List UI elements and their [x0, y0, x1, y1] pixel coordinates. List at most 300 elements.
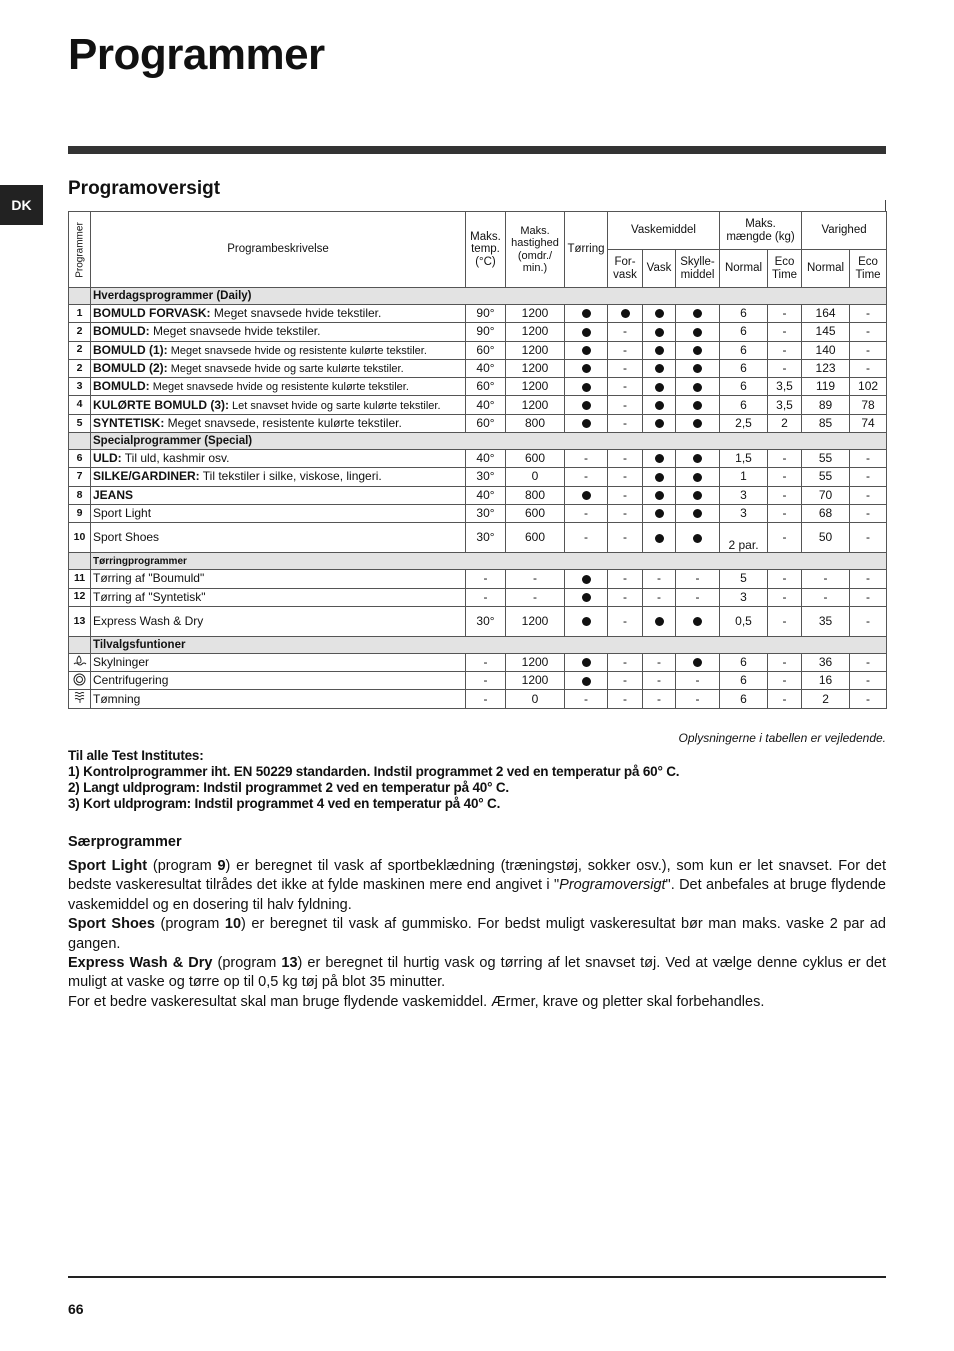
sport-light-paragraph: Sport Light (program 9) er beregnet til vask af sportbeklædning (træningstøj, sokker osv.), som kun er let snavset. For det bedste vaskeresultat tilrådes det ikke at fylde maskinen mere end angivet i "Programoversigt". Det anbefales at bruge flydende vaskemiddel og en dosering til halv fyldning.	[68, 858, 886, 913]
duration-eco: -	[850, 305, 887, 323]
rinse-aid	[676, 606, 720, 636]
table-row	[69, 323, 887, 341]
prewash: -	[608, 323, 643, 341]
filled-dot-icon	[655, 346, 664, 355]
drying	[565, 323, 608, 341]
duration-eco: 74	[850, 414, 887, 432]
table-note: Oplysningerne i tabellen er vejledende.	[678, 731, 886, 745]
drying: -	[565, 450, 608, 468]
rinse-aid	[676, 653, 720, 671]
duration-eco: -	[850, 468, 887, 486]
page-number: 66	[68, 1301, 84, 1317]
wash	[643, 504, 676, 522]
table-row	[69, 523, 887, 553]
duration-eco: -	[850, 690, 887, 708]
test-institutes-block	[68, 748, 679, 812]
table-row	[69, 359, 887, 377]
filled-dot-icon	[582, 364, 591, 373]
filled-dot-icon	[693, 454, 702, 463]
language-tab: DK	[0, 185, 43, 225]
drying	[565, 570, 608, 588]
wash: -	[643, 570, 676, 588]
express-paragraph: Express Wash & Dry (program 13) er beregnet til hurtig vask og tørring af let snavset tøj. Ved at vælge denne cyklus er det muligt at vaske og tørre op til 0,5 kg tøj på blot 35 minutter.	[68, 955, 886, 991]
filled-dot-icon	[655, 309, 664, 318]
load-eco: -	[768, 504, 802, 522]
group-row	[69, 433, 887, 450]
duration-normal: 145	[802, 323, 850, 341]
filled-dot-icon	[693, 309, 702, 318]
rinse-aid: -	[676, 570, 720, 588]
program-number: 4	[69, 396, 91, 414]
wash	[643, 486, 676, 504]
load-eco: -	[768, 570, 802, 588]
program-number: 12	[69, 588, 91, 606]
duration-eco: 78	[850, 396, 887, 414]
load-eco: 3,5	[768, 396, 802, 414]
max-temp: 60°	[466, 414, 506, 432]
max-speed: 800	[506, 414, 565, 432]
duration-normal: 70	[802, 486, 850, 504]
wash	[643, 414, 676, 432]
program-number: 2	[69, 323, 91, 341]
program-number: 13	[69, 606, 91, 636]
wash	[643, 468, 676, 486]
duration-eco: -	[850, 504, 887, 522]
max-speed: -	[506, 588, 565, 606]
duration-eco: -	[850, 588, 887, 606]
max-speed: 0	[506, 468, 565, 486]
header-rinse: Skylle- middel	[676, 250, 720, 288]
drying	[565, 378, 608, 396]
load-eco: 3,5	[768, 378, 802, 396]
duration-normal: 55	[802, 450, 850, 468]
duration-normal: 35	[802, 606, 850, 636]
max-temp: 90°	[466, 323, 506, 341]
table-row	[69, 570, 887, 588]
program-number: 6	[69, 450, 91, 468]
group-label: Specialprogrammer (Special)	[91, 433, 887, 450]
filled-dot-icon	[655, 617, 664, 626]
program-description: JEANS	[91, 486, 466, 504]
rinse-aid: -	[676, 690, 720, 708]
special-programs-body	[68, 857, 886, 1012]
filled-dot-icon	[693, 419, 702, 428]
filled-dot-icon	[621, 309, 630, 318]
program-number: 7	[69, 468, 91, 486]
filled-dot-icon	[582, 328, 591, 337]
table-row	[69, 396, 887, 414]
max-temp: 60°	[466, 378, 506, 396]
load-normal: 6	[720, 672, 768, 690]
table-row	[69, 672, 887, 690]
duration-normal: 119	[802, 378, 850, 396]
filled-dot-icon	[693, 534, 702, 543]
final-paragraph: For et bedre vaskeresultat skal man bruge flydende vaskemiddel. Ærmer, krave og pletter skal forbehandles.	[68, 993, 765, 1010]
program-number: 5	[69, 414, 91, 432]
program-number: 9	[69, 504, 91, 522]
sport-shoes-paragraph: Sport Shoes (program 10) er beregnet til vask af gummisko. For bedst muligt vaskeresultat bør man maks. vaske 2 par ad gangen.	[68, 916, 886, 952]
header-max-load: Maks. mængde (kg)	[720, 212, 802, 250]
load-eco: -	[768, 305, 802, 323]
group-spacer	[69, 553, 91, 570]
max-temp: 30°	[466, 468, 506, 486]
duration-normal: 68	[802, 504, 850, 522]
load-normal: 5	[720, 570, 768, 588]
max-speed: 1200	[506, 653, 565, 671]
filled-dot-icon	[693, 473, 702, 482]
wash: -	[643, 690, 676, 708]
program-description: Tømning	[91, 690, 466, 708]
prewash: -	[608, 450, 643, 468]
table-row	[69, 468, 887, 486]
wash: -	[643, 588, 676, 606]
filled-dot-icon	[582, 491, 591, 500]
program-description: SYNTETISK: Meget snavsede, resistente kulørte tekstiler.	[91, 414, 466, 432]
drying	[565, 486, 608, 504]
filled-dot-icon	[693, 383, 702, 392]
test-institutes-line: 1) Kontrolprogrammer iht. EN 50229 standarden. Indstil programmet 2 ved en temperatur på 60° C.	[68, 764, 680, 779]
spin-icon	[69, 672, 91, 690]
load-normal: 6	[720, 323, 768, 341]
filled-dot-icon	[582, 309, 591, 318]
load-normal: 3	[720, 486, 768, 504]
rinse-aid	[676, 486, 720, 504]
max-speed: 0	[506, 690, 565, 708]
load-eco: -	[768, 450, 802, 468]
max-speed: 600	[506, 523, 565, 553]
max-temp: 90°	[466, 305, 506, 323]
drying: -	[565, 690, 608, 708]
program-number: 2	[69, 341, 91, 359]
drying: -	[565, 523, 608, 553]
wash: -	[643, 653, 676, 671]
drying	[565, 396, 608, 414]
table-row	[69, 486, 887, 504]
max-speed: -	[506, 570, 565, 588]
rinse-aid	[676, 378, 720, 396]
table-row	[69, 305, 887, 323]
program-number: 3	[69, 378, 91, 396]
rinse-aid: -	[676, 588, 720, 606]
group-label: Tørringprogrammer	[91, 553, 887, 570]
load-eco: -	[768, 672, 802, 690]
filled-dot-icon	[582, 346, 591, 355]
wash	[643, 396, 676, 414]
duration-normal: 123	[802, 359, 850, 377]
duration-eco: -	[850, 606, 887, 636]
header-description: Programbeskrivelse	[91, 212, 466, 288]
drying	[565, 341, 608, 359]
drying	[565, 606, 608, 636]
wash	[643, 523, 676, 553]
program-description: ULD: Til uld, kashmir osv.	[91, 450, 466, 468]
program-table	[68, 211, 887, 709]
program-description: BOMULD: Meget snavsede hvide tekstiler.	[91, 323, 466, 341]
wash	[643, 450, 676, 468]
footer-rule	[68, 1276, 886, 1278]
program-description: Express Wash & Dry	[91, 606, 466, 636]
prewash: -	[608, 523, 643, 553]
program-description: Sport Light	[91, 504, 466, 522]
duration-normal: 55	[802, 468, 850, 486]
duration-normal: -	[802, 570, 850, 588]
load-normal: 1	[720, 468, 768, 486]
max-speed: 1200	[506, 359, 565, 377]
group-row	[69, 288, 887, 305]
prewash: -	[608, 378, 643, 396]
rinse-aid: -	[676, 672, 720, 690]
duration-normal: 16	[802, 672, 850, 690]
max-speed: 1200	[506, 341, 565, 359]
test-institutes-line: 2) Langt uldprogram: Indstil programmet 2 ved en temperatur på 40° C.	[68, 780, 509, 795]
max-temp: 40°	[466, 486, 506, 504]
drying: -	[565, 468, 608, 486]
group-spacer	[69, 433, 91, 450]
rinse-aid	[676, 396, 720, 414]
filled-dot-icon	[655, 364, 664, 373]
max-temp: 30°	[466, 523, 506, 553]
load-normal: 6	[720, 690, 768, 708]
filled-dot-icon	[655, 509, 664, 518]
drain-icon	[69, 690, 91, 708]
max-temp: 30°	[466, 504, 506, 522]
duration-eco: -	[850, 570, 887, 588]
table-row	[69, 378, 887, 396]
load-eco: -	[768, 588, 802, 606]
max-temp: 60°	[466, 341, 506, 359]
prewash: -	[608, 570, 643, 588]
filled-dot-icon	[655, 534, 664, 543]
wash: -	[643, 672, 676, 690]
header-temp: Maks. temp. (°C)	[466, 212, 506, 288]
load-eco: -	[768, 523, 802, 553]
prewash: -	[608, 486, 643, 504]
prewash	[608, 305, 643, 323]
prewash: -	[608, 606, 643, 636]
program-description: Skylninger	[91, 653, 466, 671]
prewash: -	[608, 468, 643, 486]
header-duration-eco: Eco Time	[850, 250, 887, 288]
table-row	[69, 414, 887, 432]
prewash: -	[608, 396, 643, 414]
load-normal: 3	[720, 504, 768, 522]
page-title: Programmer	[68, 30, 325, 79]
table-row	[69, 341, 887, 359]
filled-dot-icon	[693, 364, 702, 373]
header-prewash: For- vask	[608, 250, 643, 288]
rinse-aid	[676, 450, 720, 468]
duration-normal: 50	[802, 523, 850, 553]
prewash: -	[608, 690, 643, 708]
prewash: -	[608, 672, 643, 690]
program-description: Centrifugering	[91, 672, 466, 690]
filled-dot-icon	[693, 401, 702, 410]
max-speed: 1200	[506, 378, 565, 396]
group-label: Tilvalgsfuntioner	[91, 636, 887, 653]
header-duration-normal: Normal	[802, 250, 850, 288]
load-normal: 2,5	[720, 414, 768, 432]
max-speed: 600	[506, 504, 565, 522]
filled-dot-icon	[693, 617, 702, 626]
load-normal: 6	[720, 341, 768, 359]
wash	[643, 606, 676, 636]
rinse-aid	[676, 359, 720, 377]
duration-eco: -	[850, 523, 887, 553]
max-speed: 1200	[506, 606, 565, 636]
header-load-eco: Eco Time	[768, 250, 802, 288]
load-normal: 2 par.	[720, 523, 768, 553]
duration-eco: -	[850, 486, 887, 504]
program-number: 8	[69, 486, 91, 504]
rinse-aid	[676, 504, 720, 522]
header-duration: Varighed	[802, 212, 887, 250]
load-normal: 0,5	[720, 606, 768, 636]
duration-normal: 89	[802, 396, 850, 414]
duration-normal: -	[802, 588, 850, 606]
load-normal: 6	[720, 396, 768, 414]
table-row	[69, 606, 887, 636]
special-programs-title: Særprogrammer	[68, 834, 182, 850]
filled-dot-icon	[655, 328, 664, 337]
max-temp: -	[466, 690, 506, 708]
rinse-aid	[676, 468, 720, 486]
title-rule	[68, 146, 886, 154]
prewash: -	[608, 588, 643, 606]
test-institutes-line: 3) Kort uldprogram: Indstil programmet 4 ved en temperatur på 40° C.	[68, 796, 501, 811]
rinse-aid	[676, 305, 720, 323]
rinse-aid	[676, 523, 720, 553]
max-temp: -	[466, 588, 506, 606]
wash	[643, 359, 676, 377]
filled-dot-icon	[582, 593, 591, 602]
drying	[565, 588, 608, 606]
group-spacer	[69, 636, 91, 653]
duration-normal: 2	[802, 690, 850, 708]
duration-eco: -	[850, 450, 887, 468]
prewash: -	[608, 504, 643, 522]
program-description: BOMULD (1): Meget snavsede hvide og resistente kulørte tekstiler.	[91, 341, 466, 359]
duration-eco: -	[850, 341, 887, 359]
section-title: Programoversigt	[68, 178, 221, 199]
filled-dot-icon	[582, 658, 591, 667]
header-speed: Maks. hastighed (omdr./ min.)	[506, 212, 565, 288]
group-spacer	[69, 288, 91, 305]
rinse-aid	[676, 414, 720, 432]
load-eco: -	[768, 341, 802, 359]
program-table-body	[69, 288, 887, 709]
filled-dot-icon	[582, 575, 591, 584]
header-programmer: Programmer	[69, 212, 91, 288]
duration-eco: 102	[850, 378, 887, 396]
filled-dot-icon	[582, 401, 591, 410]
duration-normal: 140	[802, 341, 850, 359]
max-speed: 1200	[506, 305, 565, 323]
drying	[565, 653, 608, 671]
table-row	[69, 450, 887, 468]
load-eco: -	[768, 359, 802, 377]
max-temp: 40°	[466, 396, 506, 414]
max-speed: 1200	[506, 323, 565, 341]
duration-normal: 164	[802, 305, 850, 323]
wash	[643, 323, 676, 341]
group-label: Hverdagsprogrammer (Daily)	[91, 288, 887, 305]
wash	[643, 341, 676, 359]
drying: -	[565, 504, 608, 522]
max-speed: 1200	[506, 672, 565, 690]
load-normal: 6	[720, 359, 768, 377]
program-description: Tørring af "Syntetisk"	[91, 588, 466, 606]
max-speed: 1200	[506, 396, 565, 414]
duration-eco: -	[850, 359, 887, 377]
prewash: -	[608, 414, 643, 432]
filled-dot-icon	[655, 383, 664, 392]
wash	[643, 378, 676, 396]
duration-normal: 85	[802, 414, 850, 432]
load-normal: 6	[720, 378, 768, 396]
rinse-aid	[676, 341, 720, 359]
header-wash: Vask	[643, 250, 676, 288]
drying	[565, 414, 608, 432]
max-temp: 40°	[466, 359, 506, 377]
program-description: KULØRTE BOMULD (3): Let snavset hvide og sarte kulørte tekstiler.	[91, 396, 466, 414]
filled-dot-icon	[693, 491, 702, 500]
drying	[565, 672, 608, 690]
program-number: 11	[69, 570, 91, 588]
duration-eco: -	[850, 672, 887, 690]
program-description: SILKE/GARDINER: Til tekstiler i silke, viskose, lingeri.	[91, 468, 466, 486]
filled-dot-icon	[655, 419, 664, 428]
max-speed: 600	[506, 450, 565, 468]
load-eco: 2	[768, 414, 802, 432]
load-normal: 3	[720, 588, 768, 606]
program-description: BOMULD (2): Meget snavsede hvide og sarte kulørte tekstiler.	[91, 359, 466, 377]
test-institutes-line: Til alle Test Institutes:	[68, 748, 204, 763]
filled-dot-icon	[693, 346, 702, 355]
filled-dot-icon	[693, 328, 702, 337]
group-row	[69, 553, 887, 570]
load-eco: -	[768, 690, 802, 708]
prewash: -	[608, 359, 643, 377]
load-eco: -	[768, 323, 802, 341]
program-description: Sport Shoes	[91, 523, 466, 553]
max-temp: -	[466, 672, 506, 690]
group-row	[69, 636, 887, 653]
filled-dot-icon	[655, 473, 664, 482]
program-number: 2	[69, 359, 91, 377]
filled-dot-icon	[582, 617, 591, 626]
load-eco: -	[768, 486, 802, 504]
header-load-normal: Normal	[720, 250, 768, 288]
load-eco: -	[768, 468, 802, 486]
duration-normal: 36	[802, 653, 850, 671]
load-normal: 6	[720, 653, 768, 671]
prewash: -	[608, 341, 643, 359]
filled-dot-icon	[693, 509, 702, 518]
table-row	[69, 504, 887, 522]
filled-dot-icon	[655, 454, 664, 463]
header-drying: Tørring	[565, 212, 608, 288]
drying	[565, 305, 608, 323]
rinse-aid	[676, 323, 720, 341]
filled-dot-icon	[582, 383, 591, 392]
filled-dot-icon	[693, 658, 702, 667]
program-description: Tørring af "Boumuld"	[91, 570, 466, 588]
duration-eco: -	[850, 653, 887, 671]
max-temp: -	[466, 653, 506, 671]
prewash: -	[608, 653, 643, 671]
load-normal: 6	[720, 305, 768, 323]
table-row	[69, 653, 887, 671]
